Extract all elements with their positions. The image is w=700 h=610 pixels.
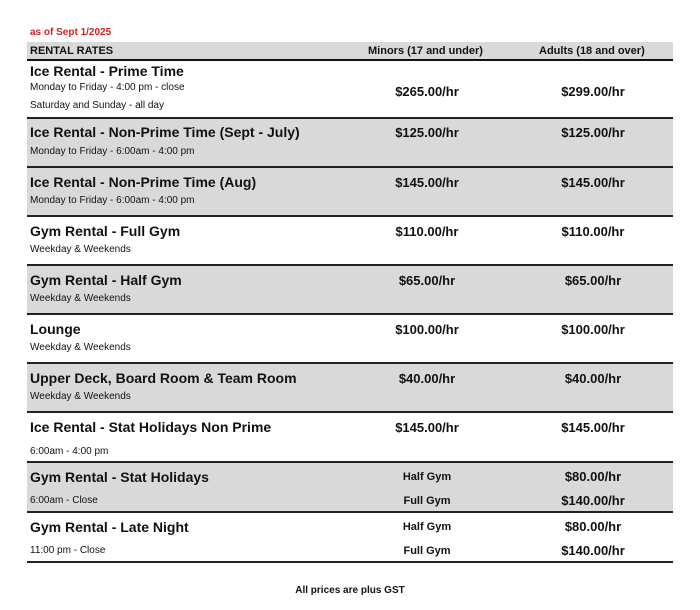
row-title: Ice Rental - Non-Prime Time (Aug) [30,174,257,190]
minors-half-gym-label: Half Gym [402,471,452,483]
row-title: Ice Rental - Non-Prime Time (Sept - July) [30,124,300,140]
minors-full-gym-label: Full Gym [403,495,451,507]
minors-price: $265.00/hr [395,84,459,99]
adults-half-gym-price: $80.00/hr [564,469,622,484]
rental-rates-table [27,42,673,563]
table-row [27,266,673,315]
minors-full-gym-label: Full Gym [403,545,451,557]
adults-full-gym-price: $140.00/hr [561,543,625,558]
adults-price: $145.00/hr [561,175,625,190]
table-row [27,217,673,266]
table-row [27,364,673,413]
table-row [27,61,673,119]
header-minors: Minors (17 and under) [368,45,483,57]
row-title: Ice Rental - Stat Holidays Non Prime [30,419,272,435]
minors-price: $145.00/hr [395,175,459,190]
table-row [27,413,673,463]
adults-price: $145.00/hr [561,420,625,435]
row-subtitle: Monday to Friday - 4:00 pm - close [30,82,185,93]
minors-price: $100.00/hr [395,322,459,337]
row-title: Gym Rental - Stat Holidays [30,469,209,485]
minors-half-gym-label: Half Gym [402,521,452,533]
adults-price: $299.00/hr [561,84,625,99]
table-row [27,168,673,217]
row-title: Ice Rental - Prime Time [30,63,184,79]
adults-price: $65.00/hr [564,273,622,288]
row-title: Gym Rental - Half Gym [30,272,182,288]
header-rental-rates: RENTAL RATES [30,45,114,57]
minors-price: $40.00/hr [398,371,456,386]
row-subtitle: Weekday & Weekends [30,244,131,255]
minors-price: $110.00/hr [395,224,459,239]
table-row [27,315,673,364]
minors-price: $145.00/hr [395,420,459,435]
row-subtitle: Monday to Friday - 6:00am - 4:00 pm [30,146,195,157]
row-subtitle: 6:00am - 4:00 pm [30,446,109,457]
adults-price: $110.00/hr [561,224,625,239]
as-of-date: as of Sept 1/2025 [30,27,112,38]
minors-price: $125.00/hr [395,125,459,140]
row-title: Lounge [30,321,81,337]
row-title: Upper Deck, Board Room & Team Room [30,370,297,386]
gst-note: All prices are plus GST [295,585,405,596]
row-subtitle: Weekday & Weekends [30,342,131,353]
adults-full-gym-price: $140.00/hr [561,493,625,508]
row-title: Gym Rental - Full Gym [30,223,181,239]
adults-price: $100.00/hr [561,322,625,337]
row-subtitle: 6:00am - Close [30,495,98,506]
table-row [27,119,673,168]
table-row [27,513,673,563]
row-subtitle-2: Saturday and Sunday - all day [30,100,164,111]
adults-price: $40.00/hr [564,371,622,386]
row-subtitle: 11:00 pm - Close [30,545,106,556]
header-adults: Adults (18 and over) [539,45,645,57]
row-subtitle: Weekday & Weekends [30,293,131,304]
row-title: Gym Rental - Late Night [30,519,189,535]
adults-price: $125.00/hr [561,125,625,140]
table-header [27,42,673,61]
row-subtitle: Weekday & Weekends [30,391,131,402]
adults-half-gym-price: $80.00/hr [564,519,622,534]
minors-price: $65.00/hr [398,273,456,288]
row-subtitle: Monday to Friday - 6:00am - 4:00 pm [30,195,195,206]
table-row [27,463,673,513]
